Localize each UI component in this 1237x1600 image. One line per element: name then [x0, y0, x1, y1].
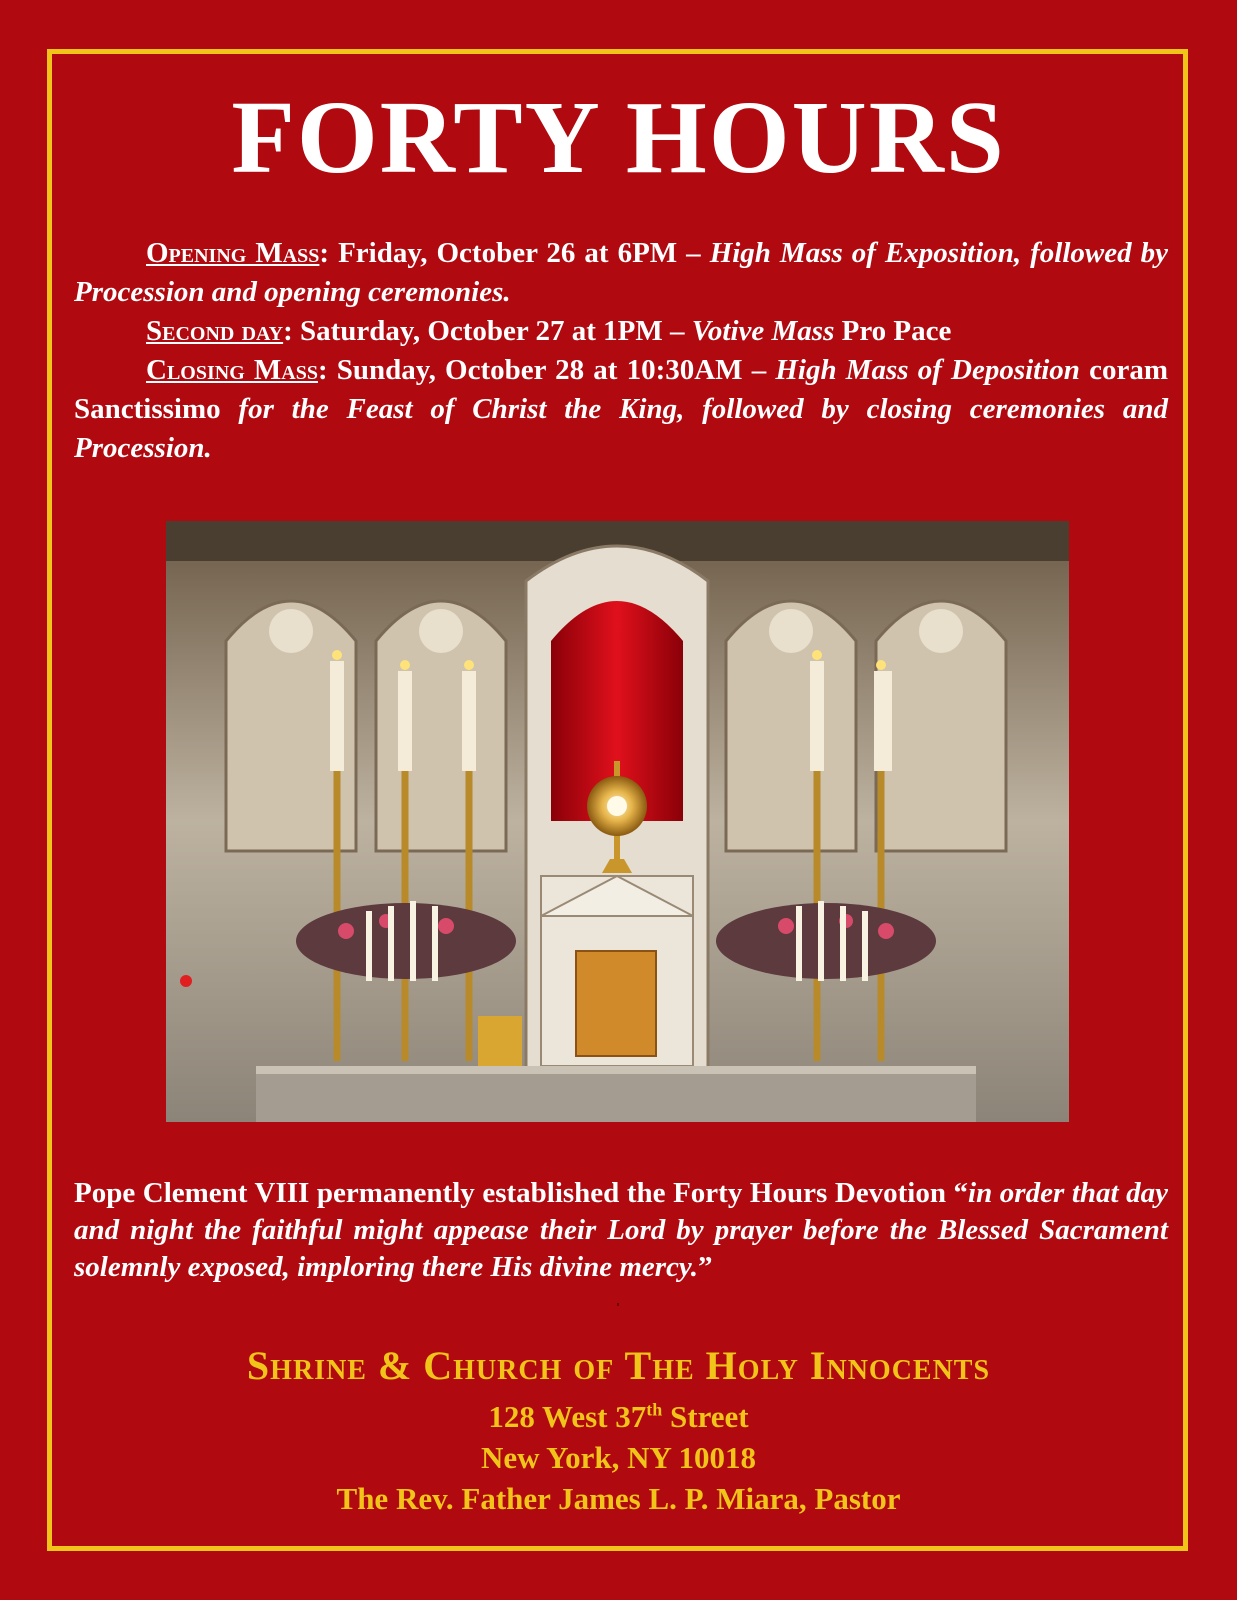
opening-mass-when: : Friday, October 26 at 6PM –	[319, 237, 710, 269]
closing-mass-desc-italic-2: for the Feast of Christ the King, followed by closing ceremonies and Procession.	[74, 393, 1168, 464]
closing-mass-desc-plain: coram Sanctissimo	[74, 354, 1168, 425]
city-line: New York, NY 10018	[481, 1440, 756, 1475]
opening-mass-desc: High Mass of Exposition, followed by Procession and opening ceremonies.	[74, 237, 1168, 308]
second-day-when: : Saturday, October 27 at 1PM –	[283, 315, 692, 347]
pastor-line: The Rev. Father James L. P. Miara, Pastor	[336, 1481, 901, 1516]
closing-mass-label: Closing Mass	[146, 354, 318, 386]
schedule-section	[74, 234, 1168, 468]
street-pre: 128 West 37	[488, 1399, 647, 1434]
second-day-label: Second day	[146, 315, 284, 347]
closing-mass-line	[74, 351, 1168, 468]
quote-italic: in order that day and night the faithful might appease their Lord by prayer before the Blessed Sacrament solemnly exposed, imploring there His divine mercy.	[74, 1177, 1168, 1283]
second-day-line	[74, 312, 1168, 351]
street-address	[0, 1399, 1237, 1435]
second-day-desc-plain: Pro Pace	[834, 315, 952, 347]
closing-mass-when: : Sunday, October 28 at 10:30AM –	[317, 354, 776, 386]
street-post: Street	[662, 1399, 749, 1434]
closing-mass-desc-italic-1: High Mass of Deposition	[775, 354, 1080, 386]
stray-mark	[617, 1303, 619, 1306]
page-title: FORTY HOURS	[231, 80, 1006, 195]
quote-close: ”	[697, 1251, 713, 1283]
second-day-desc-italic: Votive Mass	[691, 315, 835, 347]
altar-photo	[166, 521, 1069, 1122]
street-sup: th	[646, 1399, 663, 1420]
quote-lead: Pope Clement VIII permanently established the Forty Hours Devotion “	[74, 1177, 969, 1209]
opening-mass-label: Opening Mass	[146, 237, 320, 269]
church-name: Shrine & Church of The Holy Innocents	[246, 1343, 991, 1388]
altar-photo-illustration	[166, 521, 1069, 1122]
opening-mass-line	[74, 234, 1168, 312]
quote-paragraph	[74, 1175, 1168, 1286]
